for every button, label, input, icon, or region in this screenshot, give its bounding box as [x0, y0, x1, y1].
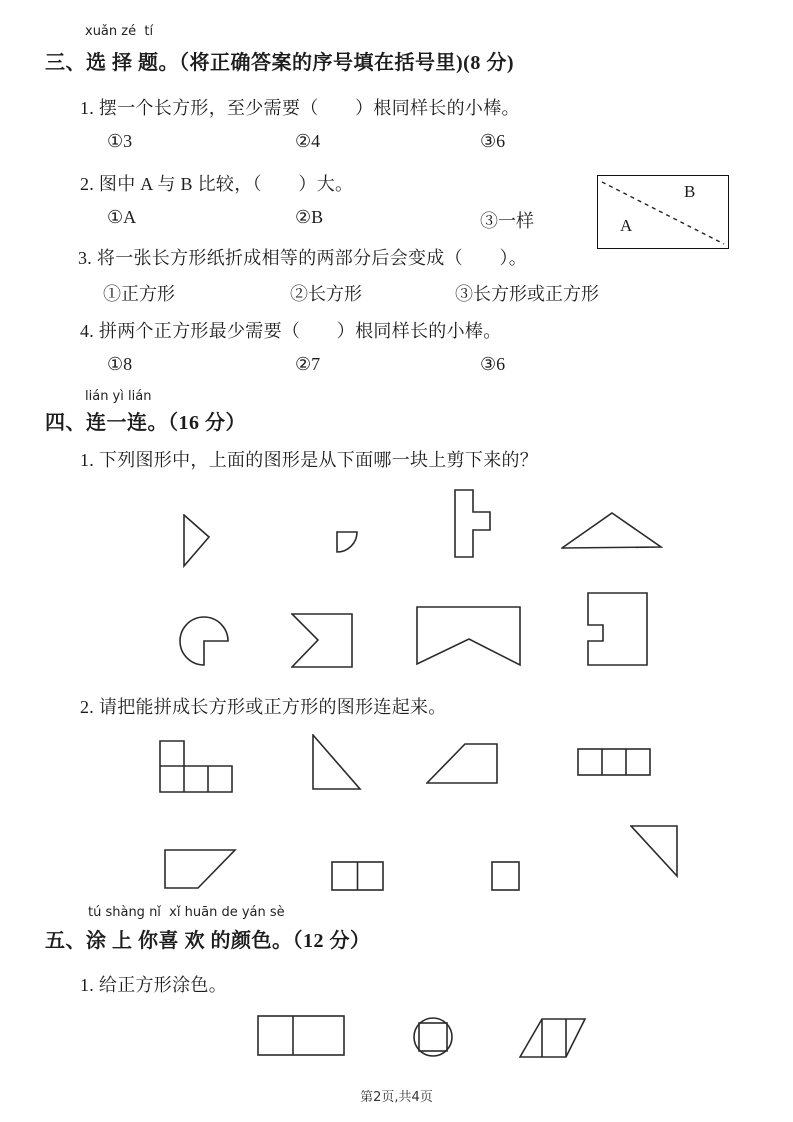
page-number-footer: 第2页,共4页 [360, 1090, 433, 1105]
question-3-2-option-2: ②B [295, 207, 324, 227]
question-3-3-option-3: ③长方形或正方形 [455, 284, 599, 304]
right-triangle-top-shape [630, 825, 679, 878]
rectangle-with-right-tab-shape [454, 489, 492, 559]
question-3-3-option-2: ②长方形 [290, 284, 362, 304]
wide-triangle-shape [561, 512, 663, 550]
question-3-4-option-2: ②7 [295, 354, 321, 374]
figure-label-a: A [620, 216, 633, 235]
section-five-heading: 五、涂 上 你喜 欢 的颜色。（12 分） [45, 930, 371, 952]
question-4-2-text: 2. 请把能拼成长方形或正方形的图形连起来。 [80, 697, 447, 717]
pinyin-section-three: xuǎn zé tí [85, 24, 154, 39]
trapezoid-slant-left-shape [426, 743, 499, 785]
square-with-left-chevron-notch-shape [291, 613, 355, 670]
question-3-1-text: 1. 摆一个长方形，至少需要（ ）根同样长的小棒。 [80, 98, 520, 118]
banner-with-peaked-bottom-shape [416, 606, 522, 668]
question-3-1-option-2: ②4 [295, 131, 321, 151]
question-3-4-option-1: ①8 [107, 354, 133, 374]
pinyin-section-four: lián yì lián [85, 389, 152, 404]
section-four-heading: 四、连一连。（16 分） [45, 412, 246, 434]
pinyin-section-five: tú shàng nǐ xǐ huān de yán sè [88, 905, 285, 920]
three-quarter-circle-shape [179, 615, 231, 671]
trapezoid-slant-right-shape [164, 849, 237, 890]
question-3-2-option-3: ③一样 [480, 211, 534, 231]
section-three-heading: 三、选 择 题。（将正确答案的序号填在括号里)(8 分) [45, 52, 514, 74]
rectangle-split-into-square-and-rectangle-shape [257, 1015, 346, 1057]
parallelogram-with-inner-square-shape [519, 1018, 588, 1059]
question-4-1-text: 1. 下列图形中，上面的图形是从下面哪一块上剪下来的？ [80, 450, 539, 470]
figure-label-b: B [684, 182, 696, 201]
question-3-3-option-1: ①正方形 [103, 284, 175, 304]
rectangle-with-left-square-notch-shape [587, 592, 649, 667]
question-3-4-option-3: ③6 [480, 354, 506, 374]
small-square-shape [491, 861, 521, 892]
dashed-diagonal-line [598, 176, 728, 248]
row-of-three-squares-shape [577, 748, 652, 777]
right-triangle-shape [312, 734, 363, 792]
quarter-circle-shape [336, 531, 360, 555]
right-pointing-triangle-shape [183, 514, 211, 568]
question-3-4-text: 4. 拼两个正方形最少需要（ ）根同样长的小棒。 [80, 321, 502, 341]
question-3-2-option-1: ①A [107, 207, 137, 227]
l-shape-of-four-squares-shape [159, 740, 234, 794]
question-3-2-text: 2. 图中 A 与 B 比较，（ ）大。 [80, 174, 354, 194]
figure-rectangle-a-b [597, 175, 729, 249]
question-3-3-text: 3. 将一张长方形纸折成相等的两部分后会变成（ ）。 [78, 248, 528, 268]
circle-with-inscribed-square-shape [412, 1016, 454, 1058]
row-of-two-squares-shape [331, 861, 385, 892]
question-5-1-text: 1. 给正方形涂色。 [80, 975, 227, 995]
question-3-1-option-1: ①3 [107, 131, 133, 151]
question-3-1-option-3: ③6 [480, 131, 506, 151]
